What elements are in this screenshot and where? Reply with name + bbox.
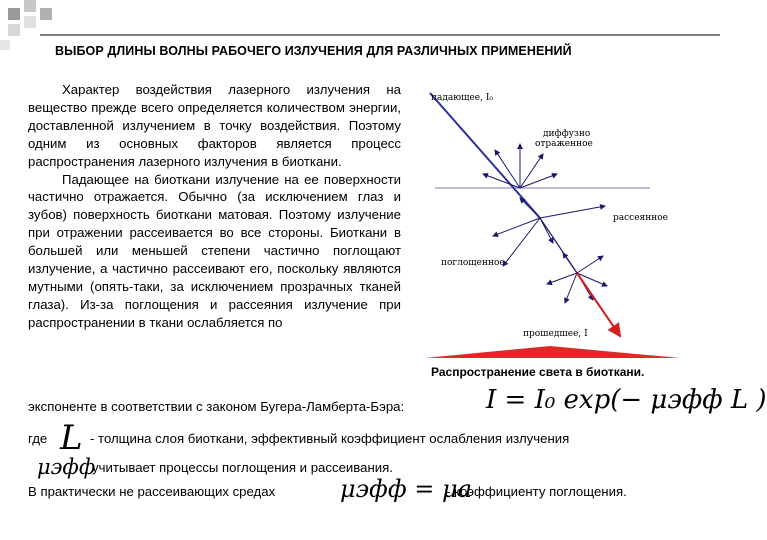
- line-exponent: экспоненте в соответствии с законом Бугера-Ламберта-Бэра:: [28, 399, 405, 414]
- main-text: [28, 81, 401, 332]
- formula-L: L: [60, 418, 83, 458]
- label-diffuse-2: отраженное: [535, 139, 593, 149]
- label-transmitted: прошедшее, I: [523, 329, 588, 339]
- label-scattered: рассеянное: [613, 213, 668, 223]
- beer-lambert-formula: I = I₀ exp(− μэфф L ): [486, 385, 767, 415]
- light-propagation-diagram: [425, 88, 695, 358]
- incident-ray: [430, 93, 540, 218]
- line-where-text: - толщина слоя биоткани, эффективный коэффициент ослабления излучения: [90, 431, 570, 446]
- line-nonscatter: В практически не рассеивающих средах: [28, 484, 276, 499]
- tissue-base: [425, 346, 680, 358]
- formula-mu-eff-eq: μэфф = μa: [340, 475, 472, 503]
- paragraph-2: Падающее на биоткани излучение на ее поверхности частично отражается. Обычно (за исключением глаз и зубов) поверхность биоткани матовая. Поэтому излучение при отражении рассеивается во все стороны. Биоткани в большей или меньшей степени частично поглощают излучение, а частично рассеивают его, поскольку являются мутными (опять-таки, за исключением прозрачных тканей глаза). Из-за поглощения и рассеяния излучение при распространении в ткани ослабляется по: [28, 171, 401, 330]
- label-incident: падающее, I₀: [431, 93, 494, 103]
- line-equals-absorb: - коэффициенту поглощения.: [446, 484, 627, 499]
- paragraph-1: Характер воздействия лазерного излучения на вещество прежде всего определяется количеством энергии, доставленной излучением в точку воздействия. Поэтому одним из основных факторов является процесс распространения лазерного излучения в биоткани.: [28, 82, 401, 169]
- line-accounts: учитывает процессы поглощения и рассеивания.: [92, 460, 393, 475]
- title-divider: [40, 34, 720, 36]
- scattered-rays-2: [547, 253, 607, 303]
- formula-mu-eff: μэфф: [37, 455, 96, 479]
- diagram-caption: Распространение света в биоткани.: [431, 365, 645, 379]
- page-title: ВЫБОР ДЛИНЫ ВОЛНЫ РАБОЧЕГО ИЗЛУЧЕНИЯ ДЛЯ РАЗЛИЧНЫХ ПРИМЕНЕНИЙ: [55, 44, 572, 58]
- label-diffuse-1: диффузно: [543, 129, 591, 139]
- label-absorbed: поглощенное: [441, 258, 505, 268]
- line-where-prefix: где: [28, 431, 48, 446]
